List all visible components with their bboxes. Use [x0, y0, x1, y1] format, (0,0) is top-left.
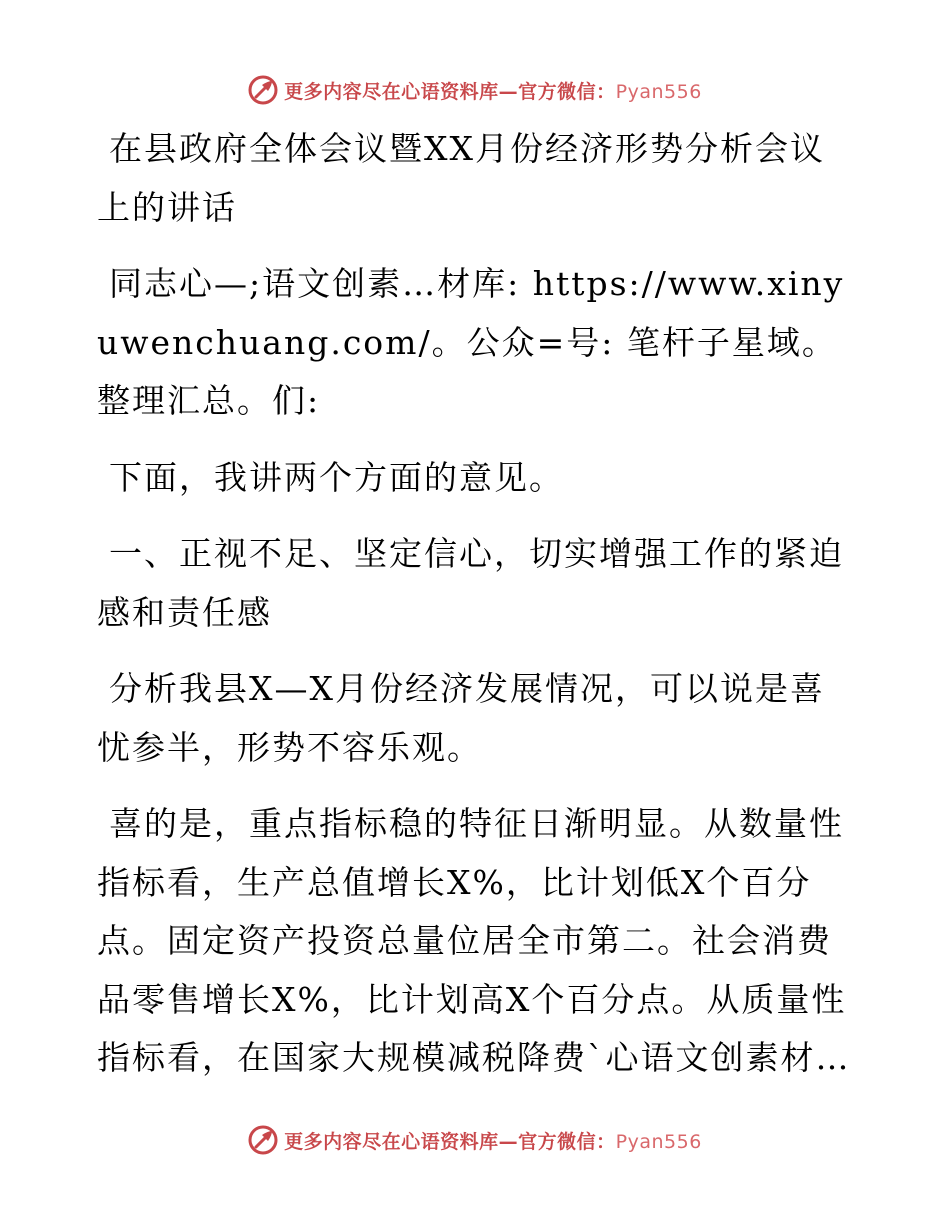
- document-body: [97, 120, 857, 1106]
- document-title: 在县政府全体会议暨XX月份经济形势分析会议上的讲话: [97, 129, 825, 227]
- paragraph-positive: 喜的是，重点指标稳的特征日渐明显。从数量性指标看，生产总值增长X%，比计划低X个百分点。固定资产投资总量位居全市第二。社会消费品零售增长X%，比计划高X个百分点。从质量性指标看，在国家大规模减税降费`心语文创素材…: [97, 804, 851, 1077]
- watermark-text: [284, 77, 702, 104]
- paragraph-analysis: 分析我县X—X月份经济发展情况，可以说是喜忧参半，形势不容乐观。: [97, 669, 825, 767]
- watermark-main: 更多内容尽在心语资料库—官方微信：: [284, 1130, 616, 1153]
- paragraph-salutation: 同志心—;语文创素…材库: https://www.xinyuwenchuang.com/。公众=号: 笔杆子星域。整理汇总。们:: [97, 264, 845, 420]
- watermark-text: [284, 1127, 702, 1154]
- quill-logo-icon: [248, 75, 278, 105]
- watermark-wechat-id: Pyan556: [615, 1130, 702, 1153]
- section-heading-1: 一、正视不足、坚定信心，切实增强工作的紧迫感和责任感: [97, 534, 844, 632]
- quill-logo-icon: [248, 1125, 278, 1155]
- watermark-main: 更多内容尽在心语资料库—官方微信：: [284, 80, 616, 103]
- watermark-wechat-id: Pyan556: [615, 80, 702, 103]
- header-watermark-banner: [0, 70, 950, 110]
- paragraph-intro: 下面，我讲两个方面的意见。: [109, 457, 564, 497]
- footer-watermark-banner: [0, 1120, 950, 1160]
